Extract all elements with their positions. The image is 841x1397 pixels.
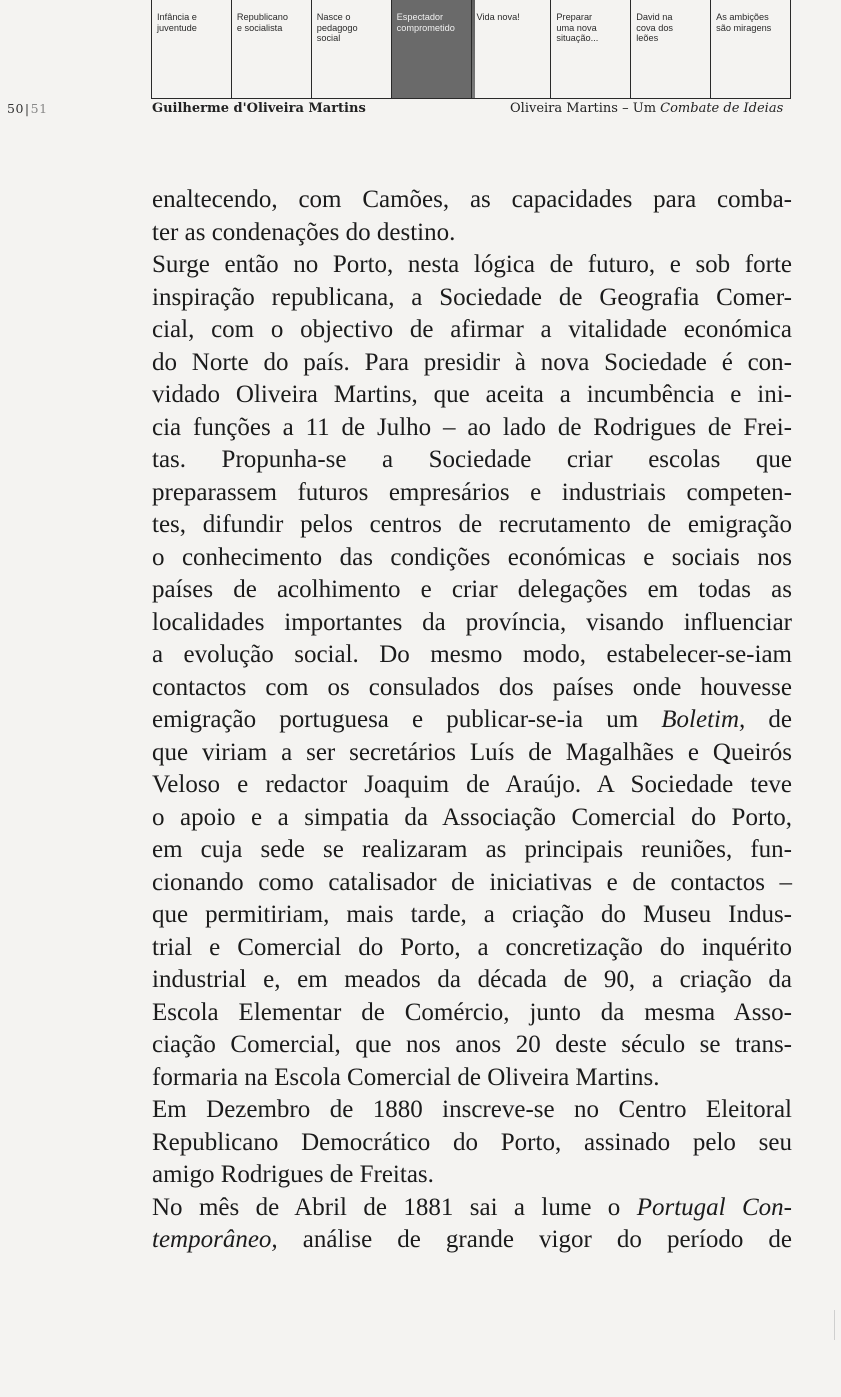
text-run: análise de grande vigor do período de xyxy=(277,1226,792,1253)
text-line: contactos com os consulados dos países onde houvesse xyxy=(152,673,792,701)
body-text xyxy=(152,184,792,1257)
italic-title: temporâneo, xyxy=(152,1226,278,1253)
text-line: o conhecimento das condições económicas e sociais nos xyxy=(152,543,792,571)
text-line: cial, com o objectivo de afirmar a vitalidade económica xyxy=(152,316,792,343)
text-run: No mês de Abril de 1881 sai a lume o xyxy=(152,1193,637,1221)
page-number-separator: | xyxy=(24,101,30,116)
chapter-tab[interactable]: Preparar uma nova situação... xyxy=(550,0,630,98)
chapter-tab[interactable]: Republicano e socialista xyxy=(231,0,311,98)
text-line: inspiração republicana, a Sociedade de Geografia Comer- xyxy=(152,283,792,311)
text-line xyxy=(152,1224,792,1257)
text-line: que viriam a ser secretários Luís de Magalhães e Queirós xyxy=(152,738,792,766)
text-line: tes, difundir pelos centros de recrutamento de emigração xyxy=(152,511,792,538)
chapter-tab[interactable]: Espectador comprometido xyxy=(391,0,471,98)
text-line: trial e Comercial do Porto, a concretização do inquérito xyxy=(152,933,792,961)
title-main: Oliveira Martins – Um xyxy=(510,101,661,116)
text-line: ter as condenações do destino. xyxy=(152,218,456,246)
text-line: Escola Elementar de Comércio, junto da mesma Asso- xyxy=(152,998,792,1026)
page-number-left: 50 xyxy=(7,101,24,116)
page-numbers xyxy=(7,101,48,116)
text-line: Republicano Democrático do Porto, assinado pelo seu xyxy=(152,1128,792,1156)
text-line xyxy=(152,704,792,737)
italic-title: Boletim, xyxy=(661,706,746,733)
chapter-tab[interactable]: Nasce o pedagogo social xyxy=(311,0,391,98)
author-running-head: Guilherme d'Oliveira Martins xyxy=(152,101,366,116)
text-line: vidado Oliveira Martins, que aceita a incumbência e ini- xyxy=(152,381,792,408)
text-line: Veloso e redactor Joaquim de Araújo. A Sociedade teve xyxy=(152,771,792,798)
title-italic: Combate de Ideias xyxy=(660,101,784,116)
text-line: do Norte do país. Para presidir à nova Sociedade é con- xyxy=(152,348,792,376)
text-line: formaria na Escola Comercial de Oliveira Martins. xyxy=(152,1063,660,1091)
chapter-navigation xyxy=(151,0,791,99)
text-line: a evolução social. Do mesmo modo, estabelecer-se-iam xyxy=(152,641,792,668)
chapter-tab[interactable]: As ambições são miragens xyxy=(710,0,791,98)
text-line xyxy=(152,1192,792,1225)
text-line: cia funções a 11 de Julho – ao lado de Rodrigues de Frei- xyxy=(152,413,792,441)
text-line: Surge então no Porto, nesta lógica de futuro, e sob forte xyxy=(152,251,792,278)
text-line: localidades importantes da província, visando influenciar xyxy=(152,608,792,636)
running-head xyxy=(0,101,841,125)
text-run: emigração portuguesa e publicar-se-ia um xyxy=(152,706,662,733)
page-number-right: 51 xyxy=(30,101,48,116)
text-line: o apoio e a simpatia da Associação Comercial do Porto, xyxy=(152,803,792,831)
text-line: tas. Propunha-se a Sociedade criar escolas que xyxy=(152,446,792,473)
chapter-tab[interactable]: Infância e juventude xyxy=(151,0,231,98)
text-line: países de acolhimento e criar delegações em todas as xyxy=(152,576,792,603)
chapter-tab[interactable]: David na cova dos leões xyxy=(630,0,710,98)
page-edge-mark xyxy=(834,1310,835,1340)
text-line: amigo Rodrigues de Freitas. xyxy=(152,1161,434,1188)
text-line: preparassem futuros empresários e industriais competen- xyxy=(152,478,792,506)
italic-title: Portugal Con- xyxy=(636,1193,792,1221)
chapter-tab[interactable]: Vida nova! xyxy=(471,0,551,98)
text-line: que permitiriam, mais tarde, a criação do Museu Indus- xyxy=(152,901,792,928)
text-line: enaltecendo, com Camões, as capacidades para comba- xyxy=(152,186,792,213)
text-run: de xyxy=(745,706,792,733)
text-line: industrial e, em meados da década de 90, a criação da xyxy=(152,966,792,993)
text-line: em cuja sede se realizaram as principais reuniões, fun- xyxy=(152,836,792,863)
text-line: ciação Comercial, que nos anos 20 deste século se trans- xyxy=(152,1031,792,1058)
title-running-head xyxy=(510,101,783,116)
text-line: cionando como catalisador de iniciativas e de contactos – xyxy=(152,868,792,896)
text-line: Em Dezembro de 1880 inscreve-se no Centro Eleitoral xyxy=(152,1096,792,1123)
